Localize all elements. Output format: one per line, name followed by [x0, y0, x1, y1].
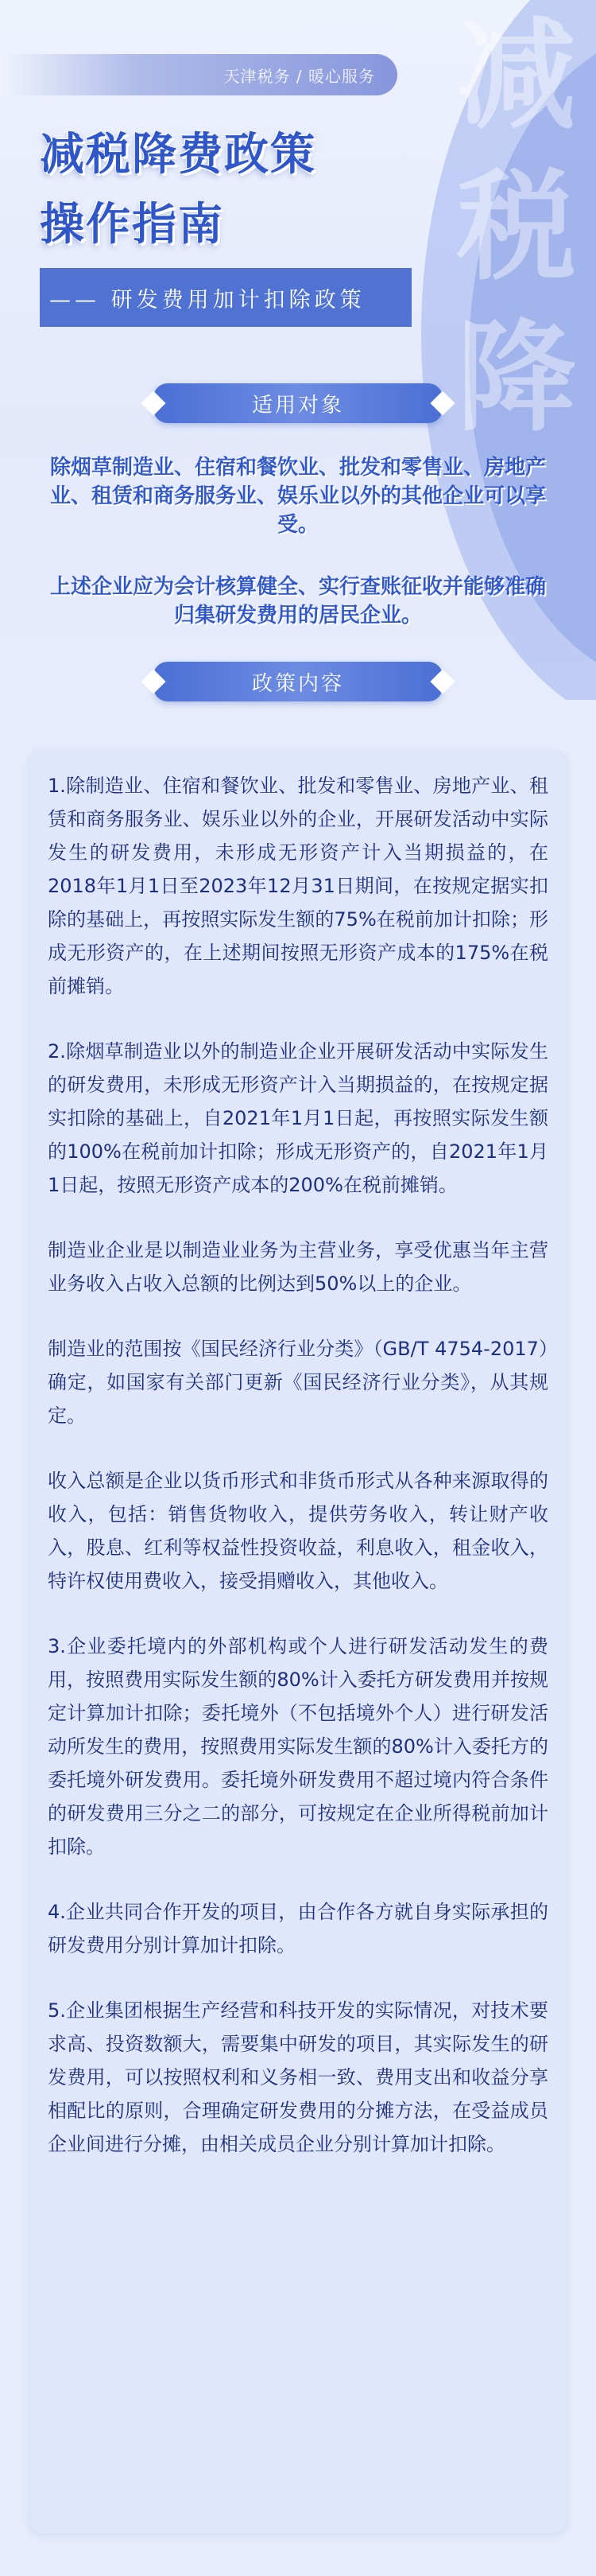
- policy-paragraph: 3.企业委托境内的外部机构或个人进行研发活动发生的费用，按照费用实际发生额的80%计入委托方研发费用并按规定计算加计扣除；委托境外（不包括境外个人）进行研发活动所发生的费用，按照费用实际发生额的80%计入委托方的委托境外研发费用。委托境外研发费用不超过境内符合条件的研发费用三分之二的部分，可按规定在企业所得税前加计扣除。: [48, 1635, 548, 1858]
- policy-content-panel: [30, 752, 566, 2533]
- policy-paragraph: 制造业的范围按《国民经济行业分类》（GB/T 4754-2017）确定，如国家有关部门更新《国民经济行业分类》，从其规定。: [48, 1338, 548, 1427]
- section-label-applicable: 适用对象: [153, 383, 443, 423]
- policy-paragraph: 1.除制造业、住宿和餐饮业、批发和零售业、房地产业、租赁和商务服务业、娱乐业以外的企业，开展研发活动中实际发生的研发费用，未形成无形资产计入当期损益的，在2018年1月1日至2023年12月31日期间，在按规定据实扣除的基础上，再按照实际发生额的75%在税前加计扣除；形成无形资产的，在上述期间按照无形资产成本的175%在税前摊销。: [48, 775, 548, 997]
- policy-paragraph: 2.除烟草制造业以外的制造业企业开展研发活动中实际发生的研发费用，未形成无形资产计入当期损益的，在按规定据实扣除的基础上，自2021年1月1日起，再按照实际发生额的100%在税前加计扣除；形成无形资产的，自2021年1月1日起，按照无形资产成本的200%在税前摊销。: [48, 1040, 548, 1196]
- policy-paragraph: 4.企业共同合作开发的项目，由合作各方就自身实际承担的研发费用分别计算加计扣除。: [48, 1901, 548, 1956]
- page-title-line2: 操作指南: [40, 199, 224, 251]
- watermark-char: 降: [456, 308, 576, 448]
- policy-paragraph: 5.企业集团根据生产经营和科技开发的实际情况，对技术要求高、投资数额大，需要集中研发的项目，其实际发生的研发费用，可以按照权利和义务相一致、费用支出和收益分享相配比的原则，合理确定研发费用的分摊方法，在受益成员企业间进行分摊，由相关成员企业分别计算加计扣除。: [48, 1999, 548, 2155]
- section-label-policy: 政策内容: [153, 662, 443, 701]
- brand-tag: 天津税务 / 暖心服务: [0, 54, 397, 95]
- applicable-note: 上述企业应为会计核算健全、实行查账征收并能够准确归集研发费用的居民企业。: [49, 575, 546, 627]
- watermark-char: 税: [456, 157, 576, 297]
- page-title-line1: 减税降费政策: [40, 129, 316, 181]
- policy-paragraph: 制造业企业是以制造业业务为主营业务，享受优惠当年主营业务收入占收入总额的比例达到50%以上的企业。: [48, 1239, 548, 1295]
- applicable-text: 除烟草制造业、住宿和餐饮业、批发和零售业、房地产业、租赁和商务服务业、娱乐业以外的其他企业可以享受。: [49, 456, 546, 537]
- watermark-char: 减: [456, 6, 576, 146]
- page-subtitle: —— 研发费用加计扣除政策: [40, 268, 412, 327]
- policy-paragraph: 收入总额是企业以货币形式和非货币形式从各种来源取得的收入，包括：销售货物收入，提供劳务收入，转让财产收入，股息、红利等权益性投资收益，利息收入，租金收入，特许权使用费收入，接受捐赠收入，其他收入。: [48, 1470, 548, 1592]
